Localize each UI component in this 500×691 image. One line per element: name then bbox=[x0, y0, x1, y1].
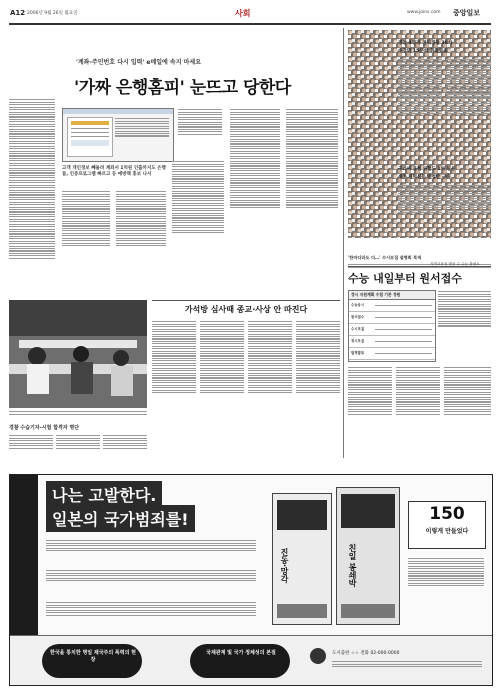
site-url[interactable]: www.joins.com bbox=[407, 10, 441, 15]
exam-photo bbox=[9, 300, 147, 408]
table-title: 정시 지원계획 수립 기본 정원 bbox=[349, 291, 435, 300]
lead-subhead: 고객 개인정보 빼돌려 계좌서 1억원 인출까지도 은행들, 인증프로그램 빠르고 등 예방책 홍보 나서 bbox=[62, 166, 166, 178]
right-story-kicker: 경찰 4명과 전의경들 38차 bbox=[398, 41, 453, 46]
mid-story-headline: 가석방 심사때 종교·사상 안 따진다 bbox=[184, 305, 308, 314]
ad-headline-2: 일본의 국가범죄를! bbox=[46, 505, 195, 532]
table-row bbox=[349, 300, 435, 312]
table-rows bbox=[349, 300, 435, 360]
table-cell-value bbox=[375, 317, 432, 318]
inset-window-bar bbox=[63, 109, 173, 114]
ad-book-title-1: 진동·망각 bbox=[280, 548, 289, 584]
ad-book-title-2: 친일 봉쇄박 bbox=[348, 544, 357, 587]
column-separator bbox=[343, 28, 344, 458]
ad-number-badge bbox=[408, 501, 486, 549]
ad-book-cover-2[interactable] bbox=[336, 487, 400, 625]
mid-story-body-3 bbox=[248, 320, 292, 460]
exam-story-body-1 bbox=[438, 290, 491, 362]
mid-story-body-4 bbox=[296, 320, 340, 460]
lead-kicker: '계좌-주민번호 다시 입력' e메일에 속지 마세요 bbox=[76, 59, 202, 66]
page-date: 2006년 9월 26일 월요일 bbox=[27, 11, 78, 16]
ad-copy-1 bbox=[46, 539, 256, 563]
table-row bbox=[349, 336, 435, 348]
table-cell-label: 수능응시 bbox=[351, 303, 365, 307]
lead-body-column-2a bbox=[178, 108, 222, 160]
mid-story-rule bbox=[152, 300, 340, 301]
header-rule bbox=[9, 23, 491, 25]
section-title: 사회 bbox=[235, 9, 251, 18]
exam-story-sub: 지역교육청 방문 수 수능 불필요 bbox=[430, 262, 480, 266]
ad-publisher-logo bbox=[310, 648, 326, 664]
left-small-story-head: 경찰 수습기자-시험 합격자 명단 bbox=[9, 425, 80, 431]
right-story-body-4 bbox=[446, 184, 491, 240]
lead-body-column-6 bbox=[286, 108, 338, 296]
mid-story-body-1 bbox=[152, 320, 196, 460]
ad-copy-2 bbox=[46, 569, 256, 595]
lead-headline: '가짜 은행홈피' 눈뜨고 당한다 bbox=[74, 78, 291, 98]
right-story-body-3 bbox=[398, 184, 442, 240]
ad-footer bbox=[10, 635, 492, 686]
right-story-body-2 bbox=[446, 58, 491, 162]
page-header bbox=[9, 8, 491, 22]
lead-body-column-2 bbox=[62, 190, 110, 296]
right-story-mid-head: 구리씨 표현 위험도 1억 원은 bbox=[398, 167, 456, 172]
table-cell-value bbox=[375, 305, 432, 306]
ad-footer-fineprint bbox=[332, 660, 482, 678]
table-cell-label: 수시모집 bbox=[351, 327, 365, 331]
inset-bank-page bbox=[67, 117, 113, 157]
exam-story-headline: 수능 내일부터 원서접수 bbox=[348, 272, 462, 285]
table-cell-value bbox=[375, 353, 432, 354]
left-small-story-body-1 bbox=[9, 434, 53, 464]
crowd-photo-caption-title: '한마디라도 더…' 수시모집 설명회 북적 bbox=[348, 255, 422, 260]
table-row bbox=[349, 312, 435, 324]
mid-story-body-2 bbox=[200, 320, 244, 460]
newspaper-logo: 중앙일보 bbox=[453, 9, 481, 17]
ad-footer-left: 한국을 통치한 명일 제국주의 폭력의 현장 bbox=[50, 650, 136, 663]
right-story-mid-sub: 세종 지역신문 방청만 구속 bbox=[398, 175, 451, 180]
ad-right-copy bbox=[408, 557, 484, 617]
page-number: A12 bbox=[10, 9, 26, 17]
ad-copy-3 bbox=[46, 601, 256, 631]
advertisement[interactable] bbox=[9, 474, 493, 686]
ad-badge-text: 이렇게 만들었다 bbox=[425, 528, 469, 535]
ad-book-cover-1[interactable] bbox=[272, 493, 332, 625]
table-row bbox=[349, 348, 435, 360]
ad-badge-number: 150 bbox=[429, 504, 465, 524]
left-small-story-body-3 bbox=[103, 434, 147, 464]
lead-body-column-4 bbox=[172, 160, 224, 296]
right-story-body-1 bbox=[398, 58, 442, 162]
exam-story-body-2 bbox=[348, 366, 392, 462]
table-cell-label: 원서접수 bbox=[351, 315, 365, 319]
table-row bbox=[349, 324, 435, 336]
ad-footer-right: 도서출판 ☆☆ 전화 02-000-0000 bbox=[332, 651, 400, 656]
phishing-screenshot-inset bbox=[62, 108, 174, 162]
lead-body-column-3 bbox=[116, 190, 166, 296]
exam-story-body-4 bbox=[444, 366, 491, 462]
table-cell-label: 합격발표 bbox=[351, 351, 365, 355]
crowd-photo-caption bbox=[348, 244, 491, 262]
exam-schedule-table bbox=[348, 290, 436, 362]
ad-headline-1: 나는 고발한다. bbox=[46, 481, 162, 508]
exam-story-body-3 bbox=[396, 366, 440, 462]
right-story-subkicker: 수갑만 15분씩 휘둘렀음 bbox=[398, 49, 448, 54]
exam-photo-caption bbox=[9, 410, 147, 420]
table-cell-label: 정시모집 bbox=[351, 339, 365, 343]
ad-footer-mid: 국제관계 및 국가 정체성의 본질 bbox=[206, 650, 276, 656]
table-cell-value bbox=[375, 341, 432, 342]
left-small-story-body-2 bbox=[56, 434, 100, 464]
inset-notes bbox=[115, 117, 169, 157]
lead-body-column-5 bbox=[230, 108, 280, 296]
table-cell-value bbox=[375, 329, 432, 330]
